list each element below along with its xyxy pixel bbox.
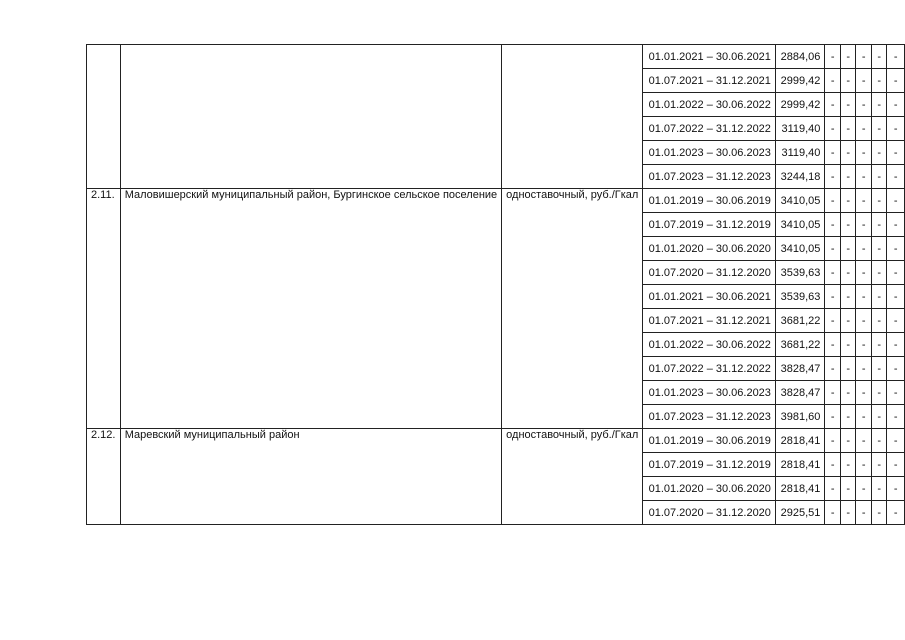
period-cell: 01.07.2021 – 31.12.2021 bbox=[643, 69, 776, 93]
empty-value-cell: - bbox=[871, 45, 887, 69]
empty-value-cell: - bbox=[871, 381, 887, 405]
tariff-value-cell: 2818,41 bbox=[775, 453, 825, 477]
table-row bbox=[87, 189, 905, 213]
empty-value-cell: - bbox=[856, 141, 872, 165]
empty-value-cell: - bbox=[840, 93, 856, 117]
empty-value-cell: - bbox=[856, 309, 872, 333]
table-row bbox=[87, 45, 905, 69]
empty-value-cell: - bbox=[856, 165, 872, 189]
period-cell: 01.01.2022 – 30.06.2022 bbox=[643, 93, 776, 117]
empty-value-cell: - bbox=[856, 285, 872, 309]
table-row bbox=[87, 429, 905, 453]
empty-value-cell: - bbox=[825, 357, 841, 381]
empty-value-cell: - bbox=[840, 261, 856, 285]
empty-value-cell: - bbox=[871, 477, 887, 501]
empty-value-cell: - bbox=[825, 237, 841, 261]
empty-value-cell: - bbox=[825, 117, 841, 141]
empty-value-cell: - bbox=[871, 453, 887, 477]
tariff-value-cell: 2884,06 bbox=[775, 45, 825, 69]
empty-value-cell: - bbox=[856, 117, 872, 141]
empty-value-cell: - bbox=[840, 405, 856, 429]
empty-value-cell: - bbox=[825, 333, 841, 357]
empty-value-cell: - bbox=[856, 189, 872, 213]
tariff-value-cell: 3981,60 bbox=[775, 405, 825, 429]
empty-value-cell: - bbox=[856, 453, 872, 477]
tariff-value-cell: 3681,22 bbox=[775, 333, 825, 357]
period-cell: 01.07.2019 – 31.12.2019 bbox=[643, 453, 776, 477]
empty-value-cell: - bbox=[887, 381, 905, 405]
row-number-cell: 2.12. bbox=[87, 429, 121, 525]
empty-value-cell: - bbox=[840, 429, 856, 453]
tariff-type-cell: одноставочный, руб./Гкал bbox=[502, 429, 643, 525]
empty-value-cell: - bbox=[825, 45, 841, 69]
tariff-value-cell: 2925,51 bbox=[775, 501, 825, 525]
tariff-value-cell: 3119,40 bbox=[775, 117, 825, 141]
period-cell: 01.07.2021 – 31.12.2021 bbox=[643, 309, 776, 333]
tariff-value-cell: 3539,63 bbox=[775, 285, 825, 309]
empty-value-cell: - bbox=[887, 237, 905, 261]
empty-value-cell: - bbox=[871, 141, 887, 165]
tariff-value-cell: 2818,41 bbox=[775, 477, 825, 501]
empty-value-cell: - bbox=[856, 45, 872, 69]
municipality-cell: Маревский муниципальный район bbox=[120, 429, 501, 525]
empty-value-cell: - bbox=[825, 429, 841, 453]
empty-value-cell: - bbox=[887, 309, 905, 333]
empty-value-cell: - bbox=[825, 165, 841, 189]
empty-value-cell: - bbox=[871, 429, 887, 453]
period-cell: 01.07.2019 – 31.12.2019 bbox=[643, 213, 776, 237]
empty-value-cell: - bbox=[840, 381, 856, 405]
empty-value-cell: - bbox=[825, 381, 841, 405]
empty-value-cell: - bbox=[871, 333, 887, 357]
period-cell: 01.07.2023 – 31.12.2023 bbox=[643, 165, 776, 189]
tariff-value-cell: 3119,40 bbox=[775, 141, 825, 165]
row-number-cell: 2.11. bbox=[87, 189, 121, 429]
period-cell: 01.07.2022 – 31.12.2022 bbox=[643, 117, 776, 141]
empty-value-cell: - bbox=[871, 93, 887, 117]
empty-value-cell: - bbox=[887, 93, 905, 117]
empty-value-cell: - bbox=[887, 333, 905, 357]
empty-value-cell: - bbox=[856, 261, 872, 285]
empty-value-cell: - bbox=[887, 261, 905, 285]
empty-value-cell: - bbox=[840, 213, 856, 237]
empty-value-cell: - bbox=[856, 501, 872, 525]
empty-value-cell: - bbox=[871, 117, 887, 141]
empty-value-cell: - bbox=[871, 213, 887, 237]
empty-value-cell: - bbox=[871, 69, 887, 93]
period-cell: 01.01.2020 – 30.06.2020 bbox=[643, 237, 776, 261]
empty-value-cell: - bbox=[871, 501, 887, 525]
municipality-cell bbox=[120, 45, 501, 189]
empty-value-cell: - bbox=[887, 357, 905, 381]
tariff-value-cell: 3410,05 bbox=[775, 213, 825, 237]
period-cell: 01.01.2021 – 30.06.2021 bbox=[643, 45, 776, 69]
tariff-value-cell: 3828,47 bbox=[775, 381, 825, 405]
empty-value-cell: - bbox=[887, 189, 905, 213]
empty-value-cell: - bbox=[825, 93, 841, 117]
empty-value-cell: - bbox=[840, 117, 856, 141]
empty-value-cell: - bbox=[840, 477, 856, 501]
empty-value-cell: - bbox=[887, 429, 905, 453]
period-cell: 01.01.2022 – 30.06.2022 bbox=[643, 333, 776, 357]
municipality-cell: Маловишерский муниципальный район, Бургинское сельское поселение bbox=[120, 189, 501, 429]
empty-value-cell: - bbox=[856, 237, 872, 261]
empty-value-cell: - bbox=[840, 141, 856, 165]
empty-value-cell: - bbox=[871, 165, 887, 189]
empty-value-cell: - bbox=[856, 381, 872, 405]
empty-value-cell: - bbox=[840, 357, 856, 381]
empty-value-cell: - bbox=[856, 405, 872, 429]
empty-value-cell: - bbox=[856, 357, 872, 381]
period-cell: 01.07.2023 – 31.12.2023 bbox=[643, 405, 776, 429]
tariff-value-cell: 3410,05 bbox=[775, 189, 825, 213]
empty-value-cell: - bbox=[887, 405, 905, 429]
empty-value-cell: - bbox=[856, 213, 872, 237]
period-cell: 01.01.2021 – 30.06.2021 bbox=[643, 285, 776, 309]
tariff-value-cell: 3681,22 bbox=[775, 309, 825, 333]
empty-value-cell: - bbox=[871, 405, 887, 429]
period-cell: 01.07.2020 – 31.12.2020 bbox=[643, 261, 776, 285]
period-cell: 01.01.2020 – 30.06.2020 bbox=[643, 477, 776, 501]
tariff-type-cell bbox=[502, 45, 643, 189]
empty-value-cell: - bbox=[887, 213, 905, 237]
period-cell: 01.07.2020 – 31.12.2020 bbox=[643, 501, 776, 525]
empty-value-cell: - bbox=[840, 453, 856, 477]
tariff-value-cell: 2999,42 bbox=[775, 69, 825, 93]
tariff-value-cell: 2818,41 bbox=[775, 429, 825, 453]
empty-value-cell: - bbox=[840, 189, 856, 213]
tariff-value-cell: 3410,05 bbox=[775, 237, 825, 261]
tariff-table bbox=[86, 44, 905, 525]
empty-value-cell: - bbox=[887, 69, 905, 93]
period-cell: 01.07.2022 – 31.12.2022 bbox=[643, 357, 776, 381]
empty-value-cell: - bbox=[887, 453, 905, 477]
empty-value-cell: - bbox=[871, 357, 887, 381]
empty-value-cell: - bbox=[871, 261, 887, 285]
empty-value-cell: - bbox=[887, 117, 905, 141]
empty-value-cell: - bbox=[825, 405, 841, 429]
tariff-value-cell: 3828,47 bbox=[775, 357, 825, 381]
tariff-value-cell: 3244,18 bbox=[775, 165, 825, 189]
empty-value-cell: - bbox=[825, 213, 841, 237]
empty-value-cell: - bbox=[825, 477, 841, 501]
tariff-table-body bbox=[87, 45, 905, 525]
empty-value-cell: - bbox=[887, 477, 905, 501]
empty-value-cell: - bbox=[887, 285, 905, 309]
empty-value-cell: - bbox=[856, 69, 872, 93]
tariff-type-cell: одноставочный, руб./Гкал bbox=[502, 189, 643, 429]
empty-value-cell: - bbox=[825, 69, 841, 93]
empty-value-cell: - bbox=[856, 93, 872, 117]
empty-value-cell: - bbox=[840, 285, 856, 309]
empty-value-cell: - bbox=[840, 69, 856, 93]
empty-value-cell: - bbox=[825, 261, 841, 285]
empty-value-cell: - bbox=[840, 45, 856, 69]
empty-value-cell: - bbox=[871, 285, 887, 309]
empty-value-cell: - bbox=[840, 309, 856, 333]
period-cell: 01.01.2019 – 30.06.2019 bbox=[643, 189, 776, 213]
empty-value-cell: - bbox=[825, 285, 841, 309]
tariff-value-cell: 2999,42 bbox=[775, 93, 825, 117]
period-cell: 01.01.2019 – 30.06.2019 bbox=[643, 429, 776, 453]
empty-value-cell: - bbox=[887, 141, 905, 165]
empty-value-cell: - bbox=[887, 501, 905, 525]
empty-value-cell: - bbox=[871, 237, 887, 261]
empty-value-cell: - bbox=[856, 477, 872, 501]
empty-value-cell: - bbox=[825, 189, 841, 213]
empty-value-cell: - bbox=[887, 165, 905, 189]
empty-value-cell: - bbox=[840, 165, 856, 189]
empty-value-cell: - bbox=[840, 501, 856, 525]
tariff-value-cell: 3539,63 bbox=[775, 261, 825, 285]
empty-value-cell: - bbox=[825, 309, 841, 333]
empty-value-cell: - bbox=[840, 333, 856, 357]
empty-value-cell: - bbox=[825, 453, 841, 477]
empty-value-cell: - bbox=[871, 309, 887, 333]
empty-value-cell: - bbox=[856, 333, 872, 357]
row-number-cell bbox=[87, 45, 121, 189]
empty-value-cell: - bbox=[871, 189, 887, 213]
empty-value-cell: - bbox=[887, 45, 905, 69]
empty-value-cell: - bbox=[825, 141, 841, 165]
period-cell: 01.01.2023 – 30.06.2023 bbox=[643, 381, 776, 405]
empty-value-cell: - bbox=[840, 237, 856, 261]
period-cell: 01.01.2023 – 30.06.2023 bbox=[643, 141, 776, 165]
empty-value-cell: - bbox=[856, 429, 872, 453]
empty-value-cell: - bbox=[825, 501, 841, 525]
